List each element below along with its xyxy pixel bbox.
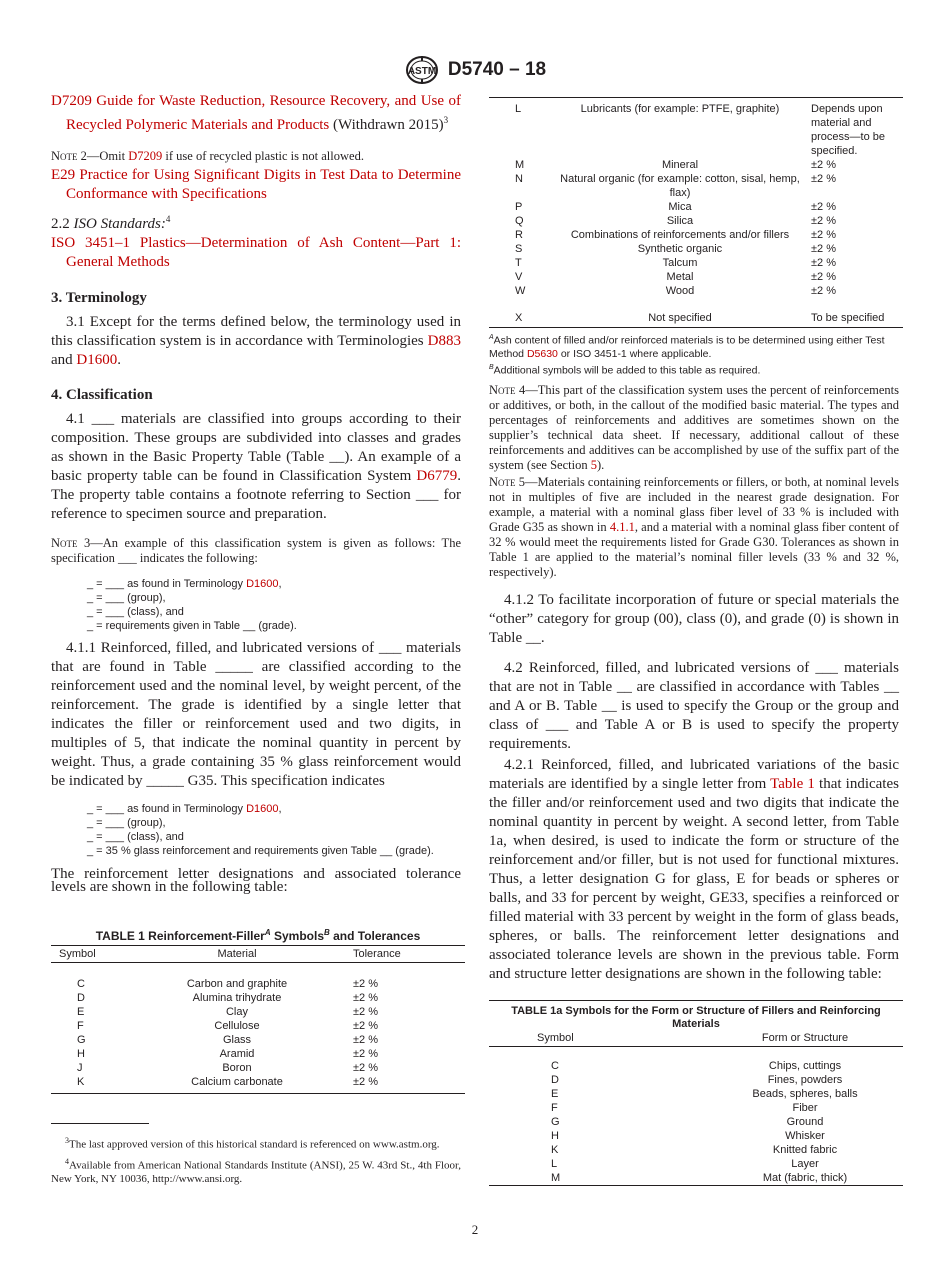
tolerance-cell: ±2 % <box>353 1048 378 1060</box>
reference-d7209 <box>51 92 461 135</box>
symbol-cell: Q <box>515 215 524 227</box>
table-1a-grid <box>489 1000 903 1186</box>
list-item: _ = 35 % glass reinforcement and requirements given Table __ (grade). <box>87 845 434 857</box>
iso3451-title: Plastics—Determination of Ash Content—Part 1: General Methods <box>66 235 462 270</box>
table-row <box>489 98 903 159</box>
tolerance-cell: ±2 % <box>353 1034 378 1046</box>
tolerance-cell: ±2 % <box>811 159 836 171</box>
list2-d1600-link[interactable]: D1600 <box>246 803 279 815</box>
tolerance-cell: Depends upon material and process—to be specified. <box>811 103 885 157</box>
symbol-cell: K <box>551 1144 559 1156</box>
note-5: Note 5—Materials containing reinforcements or fillers, or both, at nominal levels not in multiples of five are included in the nearest grade designation. For example, a material with a nominal glass fiber level of 33 % is included with Grade G35 as shown in 4.1.1, and a material with a nominal glass fiber content of 32 % would meet the requirements listed for Grade G30. Tolerances as shown in Table 1 are applied to the material’s nominal filler levels (33 % and 32 %, respectively). <box>489 475 899 579</box>
table-row <box>489 1143 903 1157</box>
section-4-1-1-link[interactable]: 4.1.1 <box>609 520 635 534</box>
table-row <box>489 1115 903 1129</box>
page-header <box>0 55 950 85</box>
material-cell: Alumina trihydrate <box>192 992 282 1004</box>
table-row <box>51 1061 465 1075</box>
right-column-text <box>489 383 899 984</box>
tolerance-cell: ±2 % <box>353 1062 378 1074</box>
list-item: _ = ___ as found in Terminology D1600, <box>87 803 282 815</box>
symbol-cell: G <box>77 1034 86 1046</box>
symbol-cell: S <box>515 243 523 255</box>
note-2: Note 2—Omit D7209 if use of recycled plastic is not allowed. <box>51 149 364 163</box>
table-1-right-grid <box>489 97 903 328</box>
tolerance-cell: ±2 % <box>811 173 836 185</box>
form-cell: Fiber <box>792 1102 818 1114</box>
table-row <box>489 284 903 298</box>
para-4-1-1: 4.1.1 Reinforced, filled, and lubricated versions of ___ materials that are found in Table _____ are classified according to the reinforcement used and the nominal level, by weight percent, of the reinforcement. The grade is identified by a single letter that indicates the filler or reinforcement used and two digits, in multiples of 5, that indicate the nominal quantity in percent by weight. Thus, a grade containing 35 % glass reinforcement would be indicated by _____ G35. This specification indicates <box>51 640 461 789</box>
symbol-cell: H <box>551 1130 559 1142</box>
list-item: _ = ___ (group), <box>87 817 166 829</box>
d1600-link[interactable]: D1600 <box>76 352 118 368</box>
symbol-cell: L <box>515 103 522 115</box>
e29-link[interactable]: E29 <box>51 167 76 183</box>
table-row <box>489 1059 903 1073</box>
material-cell: Natural organic (for example: cotton, sisal, hemp, flax) <box>560 173 800 199</box>
tolerance-cell: ±2 % <box>811 229 836 241</box>
form-cell: Knitted fabric <box>772 1144 838 1156</box>
symbol-cell: H <box>77 1048 85 1060</box>
list1-d1600-link[interactable]: D1600 <box>246 578 279 590</box>
tolerance-cell: ±2 % <box>353 992 378 1004</box>
symbol-cell: F <box>551 1102 558 1114</box>
form-cell: Beads, spheres, balls <box>752 1088 858 1100</box>
reference-e29 <box>51 166 461 204</box>
table-row <box>51 1005 465 1019</box>
footnote-4: $^4$Available from American National Standards Institute (ANSI), 25 W. 43rd St., 4th Floor, New York, NY 10036, http://www.ansi.org. <box>51 1156 461 1186</box>
table-1-left-grid <box>51 945 465 1094</box>
d6779-link[interactable]: D6779 <box>416 468 458 484</box>
symbol-cell: W <box>515 285 526 297</box>
symbol-cell: N <box>515 173 523 185</box>
iso3451-link[interactable]: ISO 3451–1 <box>51 235 131 251</box>
tolerance-cell: ±2 % <box>811 271 836 283</box>
symbol-cell: G <box>551 1116 560 1128</box>
material-cell: Wood <box>665 285 695 297</box>
d5630-link[interactable]: D5630 <box>526 347 558 360</box>
section-5-link[interactable]: 5 <box>590 458 597 472</box>
table-row <box>489 158 903 172</box>
symbol-cell: V <box>515 271 523 283</box>
symbol-cell: K <box>77 1076 85 1088</box>
table-1a-body <box>489 1047 903 1186</box>
tolerance-cell: To be specified <box>811 312 885 324</box>
symbol-cell: E <box>551 1088 559 1100</box>
symbol-cell: M <box>515 159 525 171</box>
tolerance-cell: ±2 % <box>811 285 836 297</box>
table-row <box>51 1075 465 1089</box>
form-cell: Mat (fabric, thick) <box>762 1172 848 1184</box>
para-4-1: 4.1 ___ materials are classified into groups according to their composition. These groups are subdivided into classes and grades as shown in the Basic Property Table (Table __). An example of a basic property table can be found in Classification System D6779. The property table contains a footnote referring to Section ___ for reference to specimen source and preparation. <box>51 411 461 522</box>
d7209-link[interactable]: D7209 <box>51 93 92 109</box>
tolerance-cell: ±2 % <box>353 1076 378 1088</box>
example-list-1 <box>51 577 461 633</box>
footnote-3: $^3$The last approved version of this historical standard is referenced on www.astm.org. <box>65 1136 440 1151</box>
para-3-1: 3.1 Except for the terms defined below, the terminology used in this classification system is in accordance with Terminologies D883 and D1600. <box>51 314 461 368</box>
material-cell: Silica <box>666 215 694 227</box>
table-row <box>489 1087 903 1101</box>
table-row <box>51 1019 465 1033</box>
material-cell: Glass <box>222 1034 252 1046</box>
tolerance-cell: ±2 % <box>353 1006 378 1018</box>
table-row <box>489 270 903 284</box>
tolerance-cell: ±2 % <box>353 978 378 990</box>
table-1-link[interactable]: Table 1 <box>770 776 815 792</box>
material-cell: Metal <box>666 271 694 283</box>
table-footnote-a: $^A$Ash content of filled and/or reinforced materials is to be determined using either Test Method D5630 or ISO 3451-1 where applicable. <box>489 334 885 360</box>
symbol-cell: J <box>77 1062 83 1074</box>
footnote-divider <box>51 1123 149 1124</box>
table-1-left <box>51 928 465 1094</box>
e29-title: Practice for Using Significant Digits in Test Data to Determine Conformance with Specifications <box>66 167 461 202</box>
symbol-cell: T <box>515 257 522 269</box>
form-cell: Ground <box>786 1116 824 1128</box>
iso-standards-heading: 2.2 ISO Standards:$^4$ <box>51 214 171 232</box>
material-cell: Not specified <box>648 312 712 324</box>
table-1-right-body <box>489 98 903 328</box>
table-intro: The reinforcement letter designations and associated tolerance levels are shown in the following table: <box>51 866 461 895</box>
footnotes <box>51 1134 461 1186</box>
page-number: 2 <box>471 1222 479 1237</box>
material-cell: Calcium carbonate <box>191 1076 283 1088</box>
table-1-footnotes <box>489 331 903 377</box>
table-1-left-body <box>51 963 465 1094</box>
col-header-material: Material <box>217 948 257 960</box>
note2-d7209-link[interactable]: D7209 <box>128 149 163 163</box>
symbol-cell: D <box>551 1074 559 1086</box>
symbol-cell: D <box>77 992 85 1004</box>
tolerance-cell: ±2 % <box>353 1020 378 1032</box>
table-row <box>51 1047 465 1061</box>
symbol-cell: F <box>77 1020 84 1032</box>
form-cell: Layer <box>791 1158 819 1170</box>
form-cell: Whisker <box>785 1130 825 1142</box>
table-footnote-b: $^B$Additional symbols will be added to this table as required. <box>489 363 761 376</box>
material-cell: Carbon and graphite <box>186 978 288 990</box>
table-row <box>51 977 465 991</box>
table-row <box>489 1101 903 1115</box>
svg-text:ASTM: ASTM <box>407 66 437 77</box>
section-3-heading: 3. Terminology <box>51 290 147 306</box>
table-row <box>489 200 903 214</box>
tolerance-cell: ±2 % <box>811 257 836 269</box>
tolerance-cell: ±2 % <box>811 215 836 227</box>
d883-link[interactable]: D883 <box>427 333 461 349</box>
symbol-cell: R <box>515 229 523 241</box>
example-list-2 <box>51 802 461 858</box>
table-row <box>489 1157 903 1171</box>
tolerance-cell: ±2 % <box>811 243 836 255</box>
para-4-2: 4.2 Reinforced, filled, and lubricated versions of ___ materials that are not in Table __ are classified in accordance with Tables __ and A or B. Table __ is used to specify the Group or the group and class of ___ and Table A or B is used to specify the property requirements. <box>489 660 899 752</box>
table-row <box>51 1033 465 1047</box>
material-cell: Mica <box>668 201 692 213</box>
table-row <box>51 991 465 1005</box>
material-cell: Clay <box>225 1006 248 1018</box>
table-1-right <box>489 97 903 377</box>
table-1a <box>489 1000 903 1186</box>
table-row <box>489 1073 903 1087</box>
table-row <box>489 214 903 228</box>
symbol-cell: C <box>551 1060 559 1072</box>
material-cell: Cellulose <box>214 1020 260 1032</box>
list-item: _ = ___ (class), and <box>87 606 184 618</box>
col-header-tolerance: Tolerance <box>353 948 401 960</box>
symbol-cell: L <box>551 1158 558 1170</box>
symbol-cell: C <box>77 978 85 990</box>
table-row <box>489 298 903 325</box>
form-cell: Chips, cuttings <box>768 1060 842 1072</box>
table-row <box>489 256 903 270</box>
footnote-ref-3: 3 <box>443 115 449 125</box>
symbol-cell: M <box>551 1172 561 1184</box>
list-item: _ = ___ (group), <box>87 592 166 604</box>
material-cell: Combinations of reinforcements and/or fillers <box>570 229 790 241</box>
col-header-symbol: Symbol <box>537 1032 574 1044</box>
note-4: Note 4—This part of the classification system uses the percent of reinforcements or additives, or both, in the callout of the modified basic material. The types and percentages of reinforcements and additives are sometimes shown on the supplier’s technical data sheet. If necessary, additional callout of these reinforcements and additives can be accomplished by use of the suffix part of the system (see Section 5). <box>489 383 900 472</box>
table-row <box>489 1171 903 1186</box>
table-row <box>489 228 903 242</box>
document-designation: D5740 – 18 <box>447 59 547 80</box>
note-3: Note 3—An example of this classification system is given as follows: The specification ___ indicates the following: <box>51 536 461 565</box>
material-cell: Aramid <box>219 1048 255 1060</box>
form-cell: Fines, powders <box>767 1074 843 1086</box>
col-header-form: Form or Structure <box>761 1032 849 1044</box>
d7209-suffix: (Withdrawn 2015) <box>329 117 444 133</box>
table-row <box>489 172 903 200</box>
reference-iso-3451 <box>51 234 461 272</box>
tolerance-cell: ±2 % <box>811 201 836 213</box>
table-row <box>489 1129 903 1143</box>
d7209-title: Guide for Waste Reduction, Resource Recovery, and Use of Recycled Polymeric Materials and Products <box>66 93 461 133</box>
table-1-title: TABLE 1 Reinforcement-Filler$^A$ Symbols$^B$ and Tolerances <box>95 928 421 943</box>
material-cell: Lubricants (for example: PTFE, graphite) <box>580 103 780 115</box>
list-item: _ = ___ (class), and <box>87 831 184 843</box>
list-item: _ = requirements given in Table __ (grade). <box>87 620 297 632</box>
para-4-2-1: 4.2.1 Reinforced, filled, and lubricated variations of the basic materials are identified by a single letter from Table 1 that indicates the filler and/or reinforcement used and two digits that indicate the nominal quantity in percent by weight. A second letter, from Table 1a, when desired, is used to indicate the form or structure of the reinforcement and/or filler, but is not used for functional mixtures. Thus, a letter designation G for glass, E for beads or spheres or balls, and 33 for percent by weight, GE33, specifies a reinforced or filled material with 33 percent by weight in the form of glass beads, spheres, or balls. The reinforcement letter designations and associated tolerance levels are shown in the previous table. Form and structure letter designations are shown in the following table: <box>489 757 899 982</box>
section-4-heading: 4. Classification <box>51 387 153 403</box>
symbol-cell: E <box>77 1006 85 1018</box>
list-item: _ = ___ as found in Terminology D1600, <box>87 578 282 590</box>
table-row <box>489 242 903 256</box>
symbol-cell: X <box>515 312 523 324</box>
symbol-cell: P <box>515 201 523 213</box>
astm-logo-icon <box>404 55 440 85</box>
material-cell: Talcum <box>662 257 698 269</box>
material-cell: Boron <box>222 1062 252 1074</box>
table-1a-title: TABLE 1a Symbols for the Form or Structure of Fillers and Reinforcing Materials <box>511 1005 881 1030</box>
material-cell: Mineral <box>661 159 699 171</box>
left-column <box>51 92 461 894</box>
material-cell: Synthetic organic <box>637 243 723 255</box>
para-4-1-2: 4.1.2 To facilitate incorporation of future or special materials the “other” category for group (00), class (0), and grade (0) is shown in Table __. <box>489 592 899 646</box>
col-header-symbol: Symbol <box>59 948 96 960</box>
